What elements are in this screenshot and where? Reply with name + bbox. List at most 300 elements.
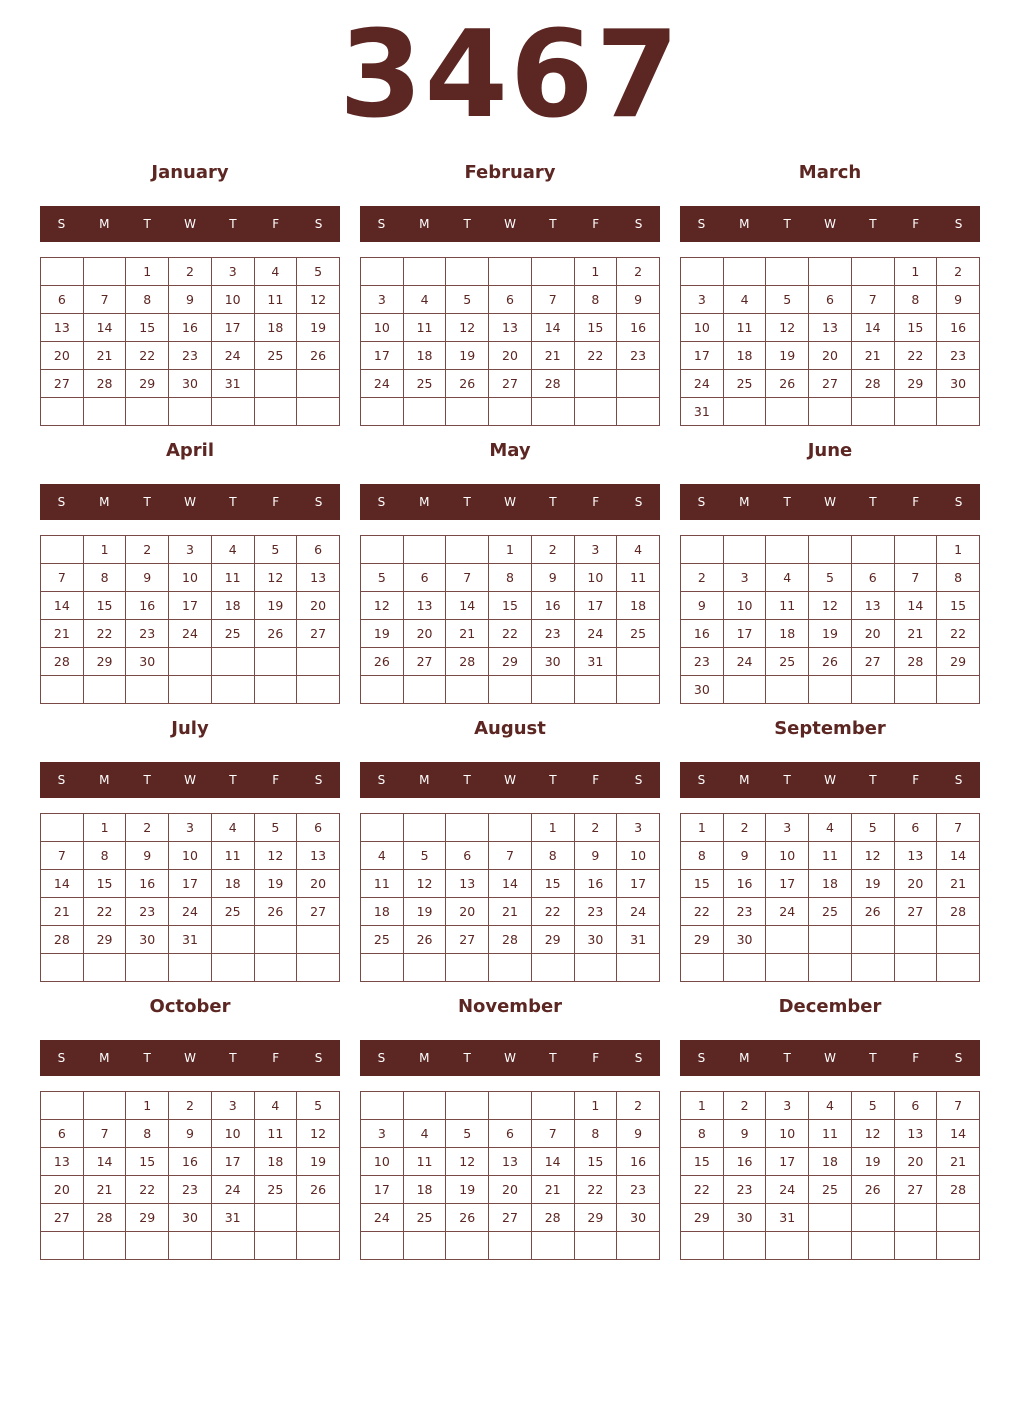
- day-cell: 1: [531, 814, 574, 842]
- day-cell: [894, 954, 937, 982]
- day-cell: [361, 676, 404, 704]
- day-cell: [403, 676, 446, 704]
- weekday-label: M: [419, 217, 430, 231]
- month-name: November: [457, 996, 563, 1017]
- day-cell: 15: [126, 1148, 169, 1176]
- day-cell: 16: [126, 870, 169, 898]
- week-row: [681, 1232, 980, 1260]
- weekday-label: T: [869, 495, 877, 509]
- week-row: [41, 1176, 340, 1204]
- day-cell: [169, 1232, 212, 1260]
- day-cell: 25: [211, 620, 254, 648]
- day-cell: 10: [361, 314, 404, 342]
- day-grid: [360, 1091, 660, 1260]
- day-cell: 29: [894, 370, 937, 398]
- day-cell: [211, 398, 254, 426]
- day-cell: 28: [83, 1204, 126, 1232]
- week-row: [41, 342, 340, 370]
- week-row: [681, 398, 980, 426]
- weekday-label: M: [739, 217, 750, 231]
- day-cell: [126, 676, 169, 704]
- day-grid: [360, 257, 660, 426]
- day-cell: 4: [766, 564, 809, 592]
- day-cell: [41, 536, 84, 564]
- day-cell: [211, 926, 254, 954]
- week-row: [41, 1232, 340, 1260]
- day-cell: [403, 1232, 446, 1260]
- weekday-label: T: [463, 495, 471, 509]
- day-cell: [83, 1232, 126, 1260]
- day-cell: 5: [361, 564, 404, 592]
- day-cell: 28: [851, 370, 894, 398]
- day-cell: 16: [681, 620, 724, 648]
- year-title: 3467: [339, 6, 681, 145]
- day-cell: 8: [126, 286, 169, 314]
- day-cell: [297, 926, 340, 954]
- weekday-label: W: [504, 1051, 516, 1065]
- day-cell: [297, 1232, 340, 1260]
- day-cell: [937, 676, 980, 704]
- weekday-label: F: [272, 217, 280, 231]
- day-cell: 8: [681, 842, 724, 870]
- day-grid: [40, 813, 340, 982]
- day-cell: [681, 954, 724, 982]
- week-row: [361, 870, 660, 898]
- day-cell: 14: [531, 314, 574, 342]
- day-cell: 23: [169, 342, 212, 370]
- day-cell: 2: [126, 536, 169, 564]
- week-row: [41, 1204, 340, 1232]
- day-cell: 15: [681, 870, 724, 898]
- weekday-label: W: [824, 495, 836, 509]
- day-cell: [723, 676, 766, 704]
- day-cell: [894, 926, 937, 954]
- day-cell: [617, 954, 660, 982]
- day-cell: [297, 954, 340, 982]
- day-cell: 22: [937, 620, 980, 648]
- day-cell: [297, 648, 340, 676]
- day-cell: 7: [41, 564, 84, 592]
- day-cell: 21: [41, 898, 84, 926]
- day-cell: [489, 398, 532, 426]
- day-cell: 11: [809, 842, 852, 870]
- week-row: [41, 1092, 340, 1120]
- day-cell: 17: [361, 342, 404, 370]
- day-cell: 20: [851, 620, 894, 648]
- week-row: [361, 1148, 660, 1176]
- day-cell: 12: [809, 592, 852, 620]
- month-name: February: [464, 162, 556, 183]
- week-row: [681, 620, 980, 648]
- day-cell: 7: [937, 814, 980, 842]
- day-cell: [403, 954, 446, 982]
- day-cell: 2: [617, 1092, 660, 1120]
- day-cell: 22: [489, 620, 532, 648]
- day-cell: 10: [211, 1120, 254, 1148]
- weekday-label: S: [954, 1051, 963, 1065]
- weekday-label: S: [57, 495, 66, 509]
- day-cell: 21: [489, 898, 532, 926]
- day-cell: [574, 370, 617, 398]
- weekday-label: F: [912, 1051, 920, 1065]
- day-cell: 18: [211, 592, 254, 620]
- day-cell: 6: [851, 564, 894, 592]
- weekday-label: W: [824, 1051, 836, 1065]
- month-name: March: [798, 162, 862, 183]
- weekday-label: S: [377, 495, 386, 509]
- weekday-label: W: [504, 217, 516, 231]
- day-cell: 14: [894, 592, 937, 620]
- day-cell: 17: [681, 342, 724, 370]
- day-cell: 13: [894, 1120, 937, 1148]
- day-cell: 28: [41, 926, 84, 954]
- day-cell: 22: [574, 1176, 617, 1204]
- day-cell: [297, 370, 340, 398]
- day-cell: [809, 1204, 852, 1232]
- day-cell: 25: [254, 1176, 297, 1204]
- day-cell: 27: [489, 370, 532, 398]
- weekday-label: T: [463, 773, 471, 787]
- weekday-label: F: [592, 495, 600, 509]
- day-cell: 12: [297, 1120, 340, 1148]
- day-cell: [361, 398, 404, 426]
- day-cell: [41, 1092, 84, 1120]
- weekday-label: T: [869, 217, 877, 231]
- day-cell: 21: [41, 620, 84, 648]
- day-cell: 13: [489, 314, 532, 342]
- weekday-label: M: [739, 773, 750, 787]
- weekday-header: [360, 206, 660, 242]
- day-cell: 17: [766, 870, 809, 898]
- day-cell: 3: [681, 286, 724, 314]
- day-cell: [489, 258, 532, 286]
- day-cell: [361, 1232, 404, 1260]
- day-cell: 30: [169, 370, 212, 398]
- day-cell: [211, 648, 254, 676]
- day-cell: 18: [723, 342, 766, 370]
- weekday-label: S: [954, 217, 963, 231]
- day-cell: [723, 398, 766, 426]
- day-cell: [723, 954, 766, 982]
- day-cell: [211, 676, 254, 704]
- day-cell: 11: [254, 1120, 297, 1148]
- week-row: [681, 564, 980, 592]
- day-cell: 15: [531, 870, 574, 898]
- day-cell: [41, 676, 84, 704]
- day-cell: 13: [41, 1148, 84, 1176]
- day-cell: 8: [531, 842, 574, 870]
- day-cell: 7: [531, 1120, 574, 1148]
- day-cell: [766, 1232, 809, 1260]
- day-cell: 17: [211, 1148, 254, 1176]
- weekday-label: W: [184, 1051, 196, 1065]
- weekday-label: T: [229, 217, 237, 231]
- day-cell: 18: [254, 314, 297, 342]
- day-cell: 1: [574, 258, 617, 286]
- day-grid: [680, 813, 980, 982]
- day-cell: 14: [531, 1148, 574, 1176]
- weekday-label: S: [634, 1051, 643, 1065]
- day-cell: [83, 1092, 126, 1120]
- day-cell: 6: [894, 1092, 937, 1120]
- day-cell: 20: [894, 1148, 937, 1176]
- day-cell: [297, 1204, 340, 1232]
- day-cell: 17: [766, 1148, 809, 1176]
- day-cell: 14: [83, 314, 126, 342]
- day-cell: 18: [211, 870, 254, 898]
- weekday-label: T: [549, 1051, 557, 1065]
- day-cell: 26: [254, 898, 297, 926]
- day-cell: [126, 954, 169, 982]
- day-cell: 11: [809, 1120, 852, 1148]
- month-name: October: [149, 996, 231, 1017]
- day-cell: 23: [617, 1176, 660, 1204]
- day-cell: 24: [617, 898, 660, 926]
- day-cell: 10: [361, 1148, 404, 1176]
- weekday-header: [360, 1040, 660, 1076]
- day-cell: 20: [297, 870, 340, 898]
- day-cell: 14: [937, 842, 980, 870]
- day-cell: 29: [126, 1204, 169, 1232]
- day-cell: 23: [169, 1176, 212, 1204]
- day-cell: 11: [211, 842, 254, 870]
- day-cell: 10: [574, 564, 617, 592]
- day-cell: [446, 258, 489, 286]
- week-row: [681, 870, 980, 898]
- week-row: [681, 1120, 980, 1148]
- day-cell: 27: [851, 648, 894, 676]
- day-cell: 4: [254, 1092, 297, 1120]
- day-cell: 19: [766, 342, 809, 370]
- day-cell: 8: [894, 286, 937, 314]
- day-cell: 5: [851, 1092, 894, 1120]
- day-cell: 16: [723, 1148, 766, 1176]
- day-cell: 26: [446, 370, 489, 398]
- day-cell: 6: [297, 536, 340, 564]
- weekday-label: W: [824, 217, 836, 231]
- day-cell: 27: [489, 1204, 532, 1232]
- day-cell: [254, 398, 297, 426]
- day-cell: [766, 926, 809, 954]
- day-cell: [531, 398, 574, 426]
- month-name: June: [807, 440, 853, 461]
- day-cell: 4: [809, 1092, 852, 1120]
- day-cell: 29: [937, 648, 980, 676]
- day-cell: [83, 258, 126, 286]
- weekday-label: S: [314, 495, 323, 509]
- day-cell: 4: [361, 842, 404, 870]
- day-cell: 28: [937, 898, 980, 926]
- week-row: [681, 314, 980, 342]
- day-cell: [809, 258, 852, 286]
- day-cell: [254, 1204, 297, 1232]
- day-cell: 17: [617, 870, 660, 898]
- day-cell: 22: [83, 898, 126, 926]
- weekday-header: [680, 1040, 980, 1076]
- day-cell: 10: [169, 842, 212, 870]
- week-row: [681, 258, 980, 286]
- week-row: [361, 314, 660, 342]
- day-cell: 20: [489, 1176, 532, 1204]
- day-cell: [169, 676, 212, 704]
- day-cell: [403, 258, 446, 286]
- day-cell: 26: [851, 898, 894, 926]
- day-cell: [489, 954, 532, 982]
- day-cell: [617, 398, 660, 426]
- day-cell: 10: [211, 286, 254, 314]
- day-cell: 16: [723, 870, 766, 898]
- day-cell: 13: [894, 842, 937, 870]
- day-cell: 19: [851, 1148, 894, 1176]
- week-row: [41, 1148, 340, 1176]
- day-cell: 24: [361, 1204, 404, 1232]
- week-row: [361, 620, 660, 648]
- day-cell: 14: [489, 870, 532, 898]
- day-cell: [937, 1204, 980, 1232]
- day-cell: 2: [169, 1092, 212, 1120]
- day-cell: 31: [574, 648, 617, 676]
- day-cell: 29: [83, 648, 126, 676]
- day-cell: 3: [574, 536, 617, 564]
- weekday-label: T: [229, 495, 237, 509]
- day-cell: 20: [489, 342, 532, 370]
- day-cell: 17: [723, 620, 766, 648]
- day-cell: [574, 398, 617, 426]
- day-cell: [531, 676, 574, 704]
- weekday-header: [680, 206, 980, 242]
- day-cell: [851, 258, 894, 286]
- day-cell: [851, 954, 894, 982]
- day-cell: 19: [254, 592, 297, 620]
- day-grid: [360, 813, 660, 982]
- day-cell: 26: [446, 1204, 489, 1232]
- weekday-label: F: [912, 217, 920, 231]
- day-cell: [126, 398, 169, 426]
- weekday-label: S: [697, 495, 706, 509]
- day-cell: 2: [723, 814, 766, 842]
- day-cell: 4: [617, 536, 660, 564]
- day-cell: 15: [681, 1148, 724, 1176]
- week-row: [681, 1092, 980, 1120]
- day-cell: [254, 648, 297, 676]
- day-cell: 29: [681, 1204, 724, 1232]
- day-cell: 22: [681, 1176, 724, 1204]
- day-cell: 22: [574, 342, 617, 370]
- weekday-header: [680, 762, 980, 798]
- day-grid: [680, 1091, 980, 1260]
- week-row: [681, 648, 980, 676]
- weekday-label: T: [143, 1051, 151, 1065]
- week-row: [361, 842, 660, 870]
- day-cell: 23: [617, 342, 660, 370]
- weekday-label: M: [99, 773, 110, 787]
- day-cell: 11: [403, 314, 446, 342]
- day-cell: 21: [937, 1148, 980, 1176]
- day-cell: 23: [723, 898, 766, 926]
- day-cell: 22: [531, 898, 574, 926]
- week-row: [361, 898, 660, 926]
- day-cell: [937, 1232, 980, 1260]
- day-cell: 8: [126, 1120, 169, 1148]
- day-cell: 7: [489, 842, 532, 870]
- day-cell: 28: [894, 648, 937, 676]
- day-cell: [531, 1232, 574, 1260]
- day-cell: 16: [169, 314, 212, 342]
- day-cell: 23: [937, 342, 980, 370]
- day-grid: [680, 535, 980, 704]
- day-grid: [40, 257, 340, 426]
- day-cell: 19: [446, 342, 489, 370]
- week-row: [41, 592, 340, 620]
- day-cell: 12: [403, 870, 446, 898]
- day-cell: 1: [489, 536, 532, 564]
- day-cell: 28: [937, 1176, 980, 1204]
- day-cell: 30: [126, 648, 169, 676]
- week-row: [361, 564, 660, 592]
- day-cell: 13: [851, 592, 894, 620]
- week-row: [361, 536, 660, 564]
- day-cell: 3: [617, 814, 660, 842]
- day-cell: 6: [41, 286, 84, 314]
- day-cell: [361, 536, 404, 564]
- week-row: [41, 258, 340, 286]
- week-row: [681, 1204, 980, 1232]
- day-cell: 27: [894, 898, 937, 926]
- day-cell: 28: [489, 926, 532, 954]
- day-cell: 12: [254, 564, 297, 592]
- day-cell: 21: [531, 342, 574, 370]
- week-row: [41, 370, 340, 398]
- weekday-label: S: [57, 773, 66, 787]
- day-cell: [41, 814, 84, 842]
- day-cell: 22: [681, 898, 724, 926]
- day-cell: 3: [211, 1092, 254, 1120]
- day-cell: 3: [169, 536, 212, 564]
- day-cell: 24: [766, 1176, 809, 1204]
- day-cell: 3: [361, 286, 404, 314]
- weekday-label: W: [184, 217, 196, 231]
- day-cell: 27: [809, 370, 852, 398]
- day-cell: 23: [681, 648, 724, 676]
- day-cell: 2: [126, 814, 169, 842]
- day-cell: 5: [403, 842, 446, 870]
- day-cell: 23: [723, 1176, 766, 1204]
- day-cell: 2: [617, 258, 660, 286]
- day-cell: [894, 536, 937, 564]
- weekday-label: W: [184, 495, 196, 509]
- day-cell: [766, 536, 809, 564]
- day-cell: 8: [574, 286, 617, 314]
- day-cell: 3: [169, 814, 212, 842]
- week-row: [361, 648, 660, 676]
- day-cell: 25: [403, 370, 446, 398]
- day-cell: [211, 1232, 254, 1260]
- day-cell: 20: [809, 342, 852, 370]
- weekday-label: F: [272, 773, 280, 787]
- day-cell: [489, 1092, 532, 1120]
- weekday-label: W: [504, 773, 516, 787]
- day-cell: [681, 536, 724, 564]
- day-cell: 1: [681, 814, 724, 842]
- day-cell: 16: [937, 314, 980, 342]
- weekday-label: S: [57, 217, 66, 231]
- day-cell: [41, 398, 84, 426]
- weekday-label: M: [739, 1051, 750, 1065]
- day-cell: 24: [723, 648, 766, 676]
- day-cell: 17: [574, 592, 617, 620]
- day-cell: 15: [894, 314, 937, 342]
- day-cell: [851, 926, 894, 954]
